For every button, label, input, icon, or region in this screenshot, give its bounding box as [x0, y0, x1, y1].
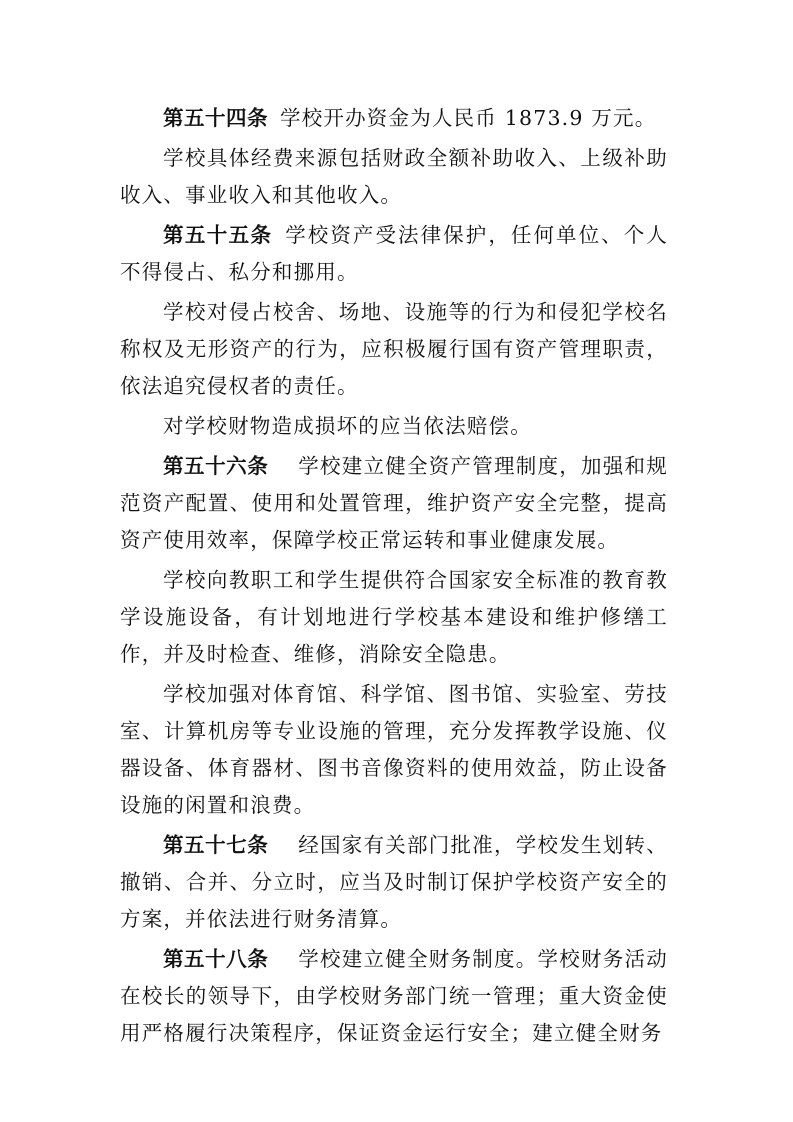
article-55-paragraph-2: 学校对侵占校舍、场地、设施等的行为和侵犯学校名称权及无形资产的行为，应积极履行国有资产管理职责，依法追究侵权者的责任。 [120, 300, 668, 398]
article-text: 学校建立健全财务制度。学校财务活动在校长的领导下，由学校财务部门统一管理；重大资金使用严格履行决策程序，保证资金运行安全；建立健全财务 [120, 947, 668, 1045]
article-57-paragraph [120, 827, 668, 938]
article-heading: 第五十七条 [163, 833, 269, 857]
article-56-paragraph-3: 学校加强对体育馆、科学馆、图书馆、实验室、劳技室、计算机房等专业设施的管理，充分发挥教学设施、仪器设备、体育器材、图书音像资料的使用效益，防止设备设施的闲置和浪费。 [120, 682, 668, 817]
article-58-paragraph [120, 941, 668, 1052]
article-55-paragraph [120, 217, 668, 291]
article-heading: 第五十五条 [163, 223, 273, 247]
article-text: 学校开办资金为人民币 1873.9 万元。 [280, 106, 657, 130]
article-text: 学校资产受法律保护，任何单位、个人不得侵占、私分和挪用。 [120, 223, 668, 284]
article-56-paragraph-2: 学校向教职工和学生提供符合国家安全标准的教育教学设施设备，有计划地进行学校基本建设和维护修缮工作，并及时检查、维修，消除安全隐患。 [120, 568, 668, 666]
article-54-paragraph-2: 学校具体经费来源包括财政全额补助收入、上级补助收入、事业收入和其他收入。 [120, 146, 668, 207]
article-56-paragraph [120, 448, 668, 559]
document-page [120, 100, 668, 1055]
article-text: 经国家有关部门批准，学校发生划转、撤销、合并、分立时，应当及时制订保护学校资产安全的方案，并依法进行财务清算。 [120, 833, 668, 931]
article-55-paragraph-3: 对学校财物造成损坏的应当依法赔偿。 [163, 414, 532, 438]
article-text: 学校建立健全资产管理制度，加强和规范资产配置、使用和处置管理，维护资产安全完整，提高资产使用效率，保障学校正常运转和事业健康发展。 [120, 454, 668, 552]
article-heading: 第五十四条 [163, 106, 268, 130]
article-54-paragraph [120, 100, 668, 137]
article-heading: 第五十六条 [163, 454, 269, 478]
article-heading: 第五十八条 [163, 947, 269, 971]
